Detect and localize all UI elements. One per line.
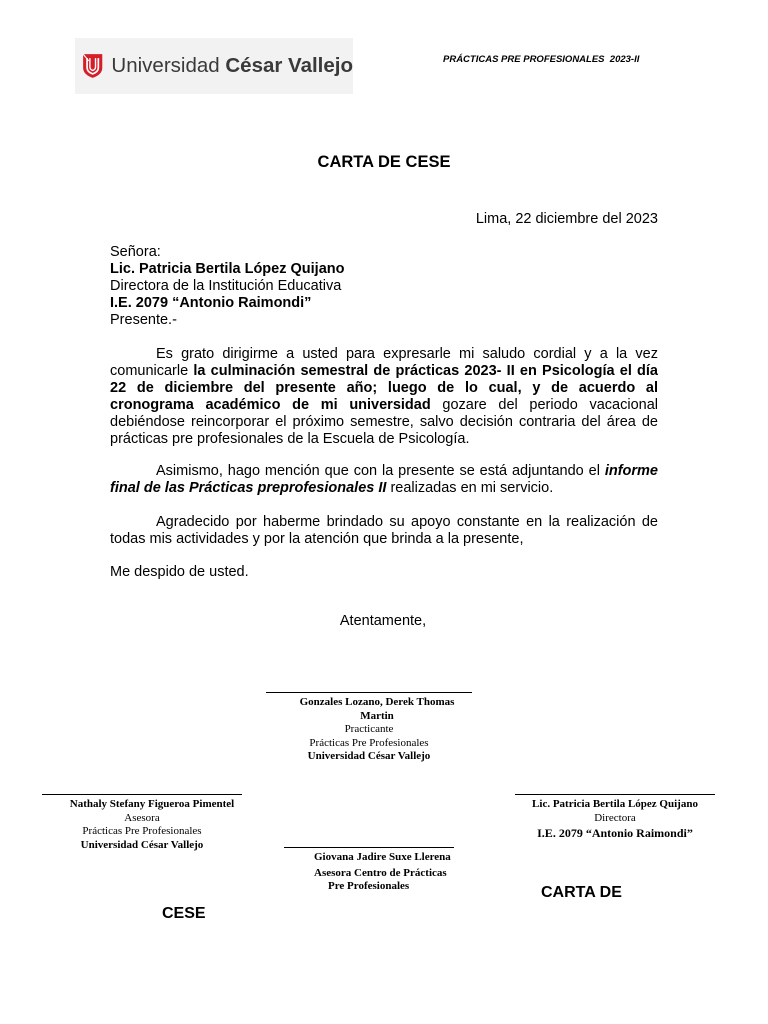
signature-centro [284, 847, 454, 894]
presente: Presente.- [110, 312, 177, 328]
closing: Atentamente, [339, 613, 427, 629]
practicante-role: Practicante [344, 723, 394, 735]
asesora-role: Asesora [124, 811, 160, 824]
paragraph-1: Es grato dirigirme a usted para expresarle mi saludo cordial y a la vez comunicarle la culminación semestral de prácticas 2023- II en Psicología el día 22 de diciembre del presente año; luego de lo cual, y de acuerdo al cronograma académico de mi universidad gozare del periodo vacacional debiéndose reincorporar el próximo semestre, salvo decisión contraria del área de prácticas pre profesionales de la Escuela de Psicología. [110, 346, 658, 447]
university-logo [75, 38, 353, 94]
signature-line [284, 847, 454, 848]
signature-line [515, 794, 715, 795]
recipient-name: Lic. Patricia Bertila López Quijano [110, 261, 345, 277]
directora-org: I.E. 2079 “Antonio Raimondi” [537, 826, 693, 840]
centro-name: Giovana Jadire Suxe Llerena [314, 851, 451, 863]
practicante-org: Universidad César Vallejo [307, 750, 431, 762]
recipient-block [110, 244, 344, 329]
letter-date: Lima, 22 diciembre del 2023 [475, 211, 658, 227]
asesora-org: Universidad César Vallejo [80, 838, 204, 851]
signature-line [42, 794, 242, 795]
salutation: Señora: [110, 244, 161, 260]
signature-asesora [42, 794, 242, 852]
asesora-name: Nathaly Stefany Figueroa Pimentel [69, 798, 235, 810]
signature-directora [515, 794, 715, 841]
signature-line [266, 692, 472, 693]
recipient-institution: I.E. 2079 “Antonio Raimondi” [110, 295, 312, 311]
centro-area: Pre Profesionales [328, 880, 410, 892]
paragraph-2: Asimismo, hago mención que con la presente se está adjuntando el informe final de las Prácticas preprofesionales II realizadas en mi servicio. [110, 463, 658, 496]
footer-carta-de: CARTA DE [541, 884, 622, 901]
asesora-area: Prácticas Pre Profesionales [82, 825, 202, 837]
directora-role: Directora [594, 811, 636, 824]
letter-title: CARTA DE CESE [317, 153, 451, 171]
directora-name: Lic. Patricia Bertila López Quijano [532, 798, 698, 810]
practicante-area: Prácticas Pre Profesionales [309, 736, 429, 749]
paragraph-4: Me despido de usted. [110, 564, 249, 580]
header-program-label: PRÁCTICAS PRE PROFESIONALES 2023-II [443, 54, 640, 65]
signature-practicante [266, 692, 472, 764]
recipient-role: Directora de la Institución Educativa [110, 278, 342, 294]
paragraph-3: Agradecido por haberme brindado su apoyo constante en la realización de todas mis actividades y por la atención que brinda a la presente, [110, 514, 658, 547]
centro-role: Asesora Centro de Prácticas [314, 866, 447, 879]
practicante-name: Gonzales Lozano, Derek Thomas Martin [299, 696, 455, 722]
footer-cese: CESE [162, 905, 206, 922]
ucv-shield-icon [82, 43, 103, 89]
logo-text: Universidad César Vallejo [111, 54, 353, 77]
